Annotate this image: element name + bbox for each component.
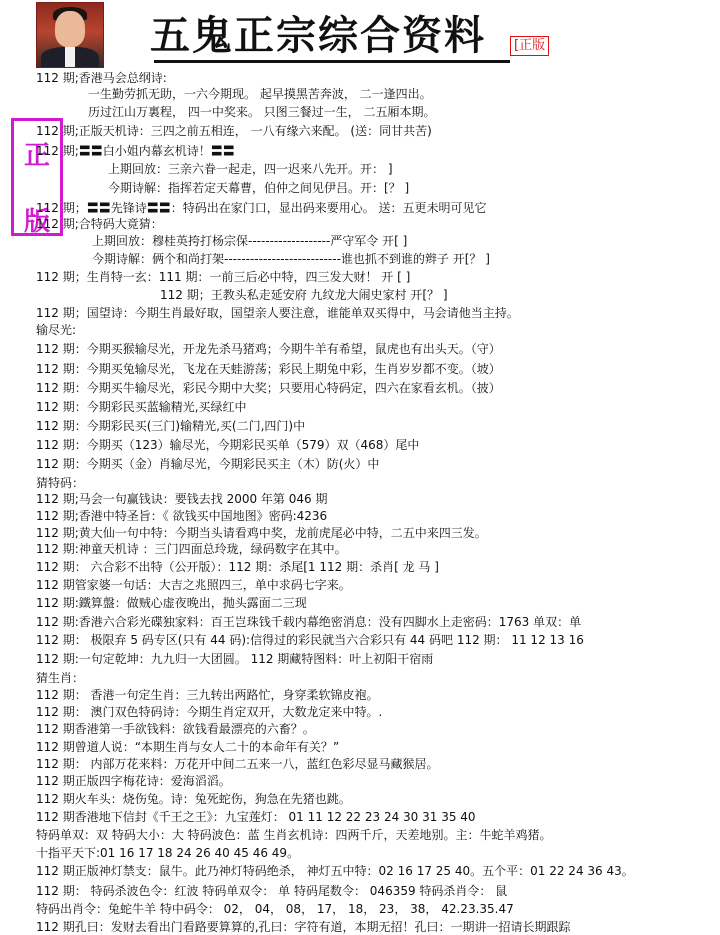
text-line: 112 期香港第一手欲钱料：欲钱看最漂亮的六畜？。 <box>36 722 315 736</box>
text-line: 112 期:鐵算盤：做贼心虚夜晚出，抛头露面二三现 <box>36 596 307 610</box>
text-line: 112 期： 六合彩不出特（公开版）：112 期：杀尾[1 112 期：杀肖[ 龙 马 ] <box>36 560 439 574</box>
text-line: 特码单双：双 特码大小：大 特码波色：蓝 生肖玄机诗：四两千斤，天差地别。主：牛蛇羊鸡猪。 <box>36 828 552 842</box>
text-line: 112 期：今期买（123）输尽光，今期彩民买单（579）双（468）尾中 <box>36 438 420 452</box>
text-line: 112 期;合特码大竟猜： <box>36 217 163 231</box>
stamp-char-2: 版 <box>23 207 50 237</box>
text-line: 一生勤劳抓无助，一六今期现。 起早摸黑苦奔波， 二一逢四出。 <box>88 87 432 101</box>
text-line: 112 期;香港马会总纲诗: <box>36 71 167 85</box>
text-line: 特码出肖令：兔蛇牛羊 特中码令： 02， 04， 08， 17， 18， 23， 38， 42.23.35.47 <box>36 902 514 916</box>
text-line: 112 期；生肖特一玄：111 期：一前三后必中特，四三发大财！ 开 [ ] <box>36 270 411 284</box>
text-line: 112 期：今期买（金）肖输尽光，今期彩民买主（木）防(火）中 <box>36 457 380 471</box>
edition-badge: [正版 <box>510 36 549 56</box>
author-portrait <box>36 2 104 68</box>
text-line: 112 期;黄大仙一句中特：今期当头请看鸡中奖，龙前虎尾必中特，二五中来四三发。 <box>36 526 487 540</box>
text-line: 猜生肖： <box>36 671 85 685</box>
portrait-shirt <box>65 47 75 67</box>
text-line: 112 期： 香港一句定生肖：三九转出两路忙，身穿柔软锦皮袍。 <box>36 688 379 702</box>
text-line: 今期诗解：俩个和尚打架---------------------------谁也抓不到谁的辫子 开[？ ] <box>92 252 490 266</box>
text-line: 112 期；〓〓先锋诗〓〓：特码出在家门口，显出码来要用心。 送：五更未明可见它 <box>36 201 487 215</box>
page-title: 五鬼正宗综合资料 <box>150 12 486 59</box>
text-line: 112 期;〓〓白小姐内幕玄机诗！〓〓 <box>36 144 235 158</box>
text-line: 112 期火车头：烧伤兔。诗：兔死蛇伤，狗急在先猪也跳。 <box>36 792 351 806</box>
text-line: 112 期： 内部万花来料：万花开中间二五来一八，蓝红色彩尽显马藏猴居。 <box>36 757 439 771</box>
text-line: 112 期：今期彩民买(三门)输精光,买(二门,四门)中 <box>36 419 306 433</box>
text-line: 112 期；王教头私走延安府 九纹龙大闹史家村 开[？ ] <box>160 288 448 302</box>
text-line: 112 期正版神灯禁支：鼠牛。此乃神灯特码绝杀， 神灯五中特：02 16 17 25 40。五个平：01 22 24 36 43。 <box>36 864 634 878</box>
text-line: 输尽光: <box>36 323 77 337</box>
text-line: 112 期:神童天机诗 ：三门四面总玲珑，绿码数字在其中。 <box>36 542 347 556</box>
text-line: 112 期；国望诗：今期生肖最好取，国望亲人要注意，谁能单双买得中，马会请他当主持。 <box>36 306 519 320</box>
text-line: 历过江山万裏程， 四一中奖来。 只图三餐过一生， 二五厢本期。 <box>88 105 436 119</box>
text-line: 112 期曾道人说：“本期生肖与女人二十的本命年有关？” <box>36 740 340 754</box>
text-line: 112 期:一句定乾坤：九九归一大团圆。 112 期藏特图料：叶上初阳干宿雨 <box>36 652 434 666</box>
text-line: 112 期;香港中特圣旨：《 欲钱买中国地图》密码:4236 <box>36 509 328 523</box>
text-line: 112 期：今期彩民买蓝输精光,买绿红中 <box>36 400 247 414</box>
text-line: 112 期香港地下信封《千王之王》：九宝莲灯： 01 11 12 22 23 24 30 31 35 40 <box>36 810 476 824</box>
text-line: 112 期：今期买牛输尽光，彩民今期中大奖；只要用心特码定，四六在家看玄机。（披） <box>36 381 501 395</box>
text-line: 112 期： 特码杀波色令：红波 特码单双令： 单 特码尾数令： 046359 特码杀肖令： 鼠 <box>36 884 508 898</box>
text-line: 112 期： 极限弃 5 码专区(只有 44 码):信得过的彩民就当六合彩只有 44 码吧 112 期： 11 12 13 16 <box>36 633 584 647</box>
text-line: 十指平天下:01 16 17 18 24 26 40 45 46 49。 <box>36 846 300 860</box>
text-line: 上期回放：穆桂英挎打杨宗保-------------------严守军令 开[ ] <box>92 234 408 248</box>
text-line: 112 期正版四字梅花诗：爱海滔滔。 <box>36 774 231 788</box>
text-line: 112 期管家婆一句话：大吉之兆照四三，单中求码七字来。 <box>36 578 351 592</box>
text-line: 112 期;马会一句赢钱诀：要钱去找 2000 年第 046 期 <box>36 492 328 506</box>
text-line: 今期诗解：指挥若定天幕曹，伯仲之间见伊吕。开：[？ ] <box>108 181 410 195</box>
text-line: 112 期;正版天机诗：三四之前五相连， 一八有缘六来配。 (送：同甘共苦) <box>36 124 432 138</box>
text-line: 112 期:香港六合彩光碟独家料：百王岂珠钱千载内幕绝密消息：没有四脚水上走密码：1763 单双：单 <box>36 615 582 629</box>
text-line: 猜特码： <box>36 476 85 490</box>
text-line: 112 期：今期买猴输尽光，开龙先杀马猪鸡；今期牛羊有希望，鼠虎也有出头天。（守） <box>36 342 501 356</box>
portrait-face <box>55 11 85 47</box>
text-line: 上期回放：三亲六眷一起走，四一迟来八先开。开： ] <box>108 162 393 176</box>
text-line: 112 期孔曰：发财去看出门看路要算算的,孔曰：字符有道，本期无招！孔曰：一期讲一招请长期跟踪 <box>36 920 571 934</box>
stamp-char-1: 正 <box>23 141 50 171</box>
text-line: 112 期： 澳门双色特码诗：今期生肖定双开，大数龙定来中特。. <box>36 705 383 719</box>
text-line: 112 期：今期买兔输尽光，飞龙在天蛙游荡；彩民上期兔中彩，生肖岁岁都不变。（坡） <box>36 362 501 376</box>
title-underline <box>154 60 510 63</box>
